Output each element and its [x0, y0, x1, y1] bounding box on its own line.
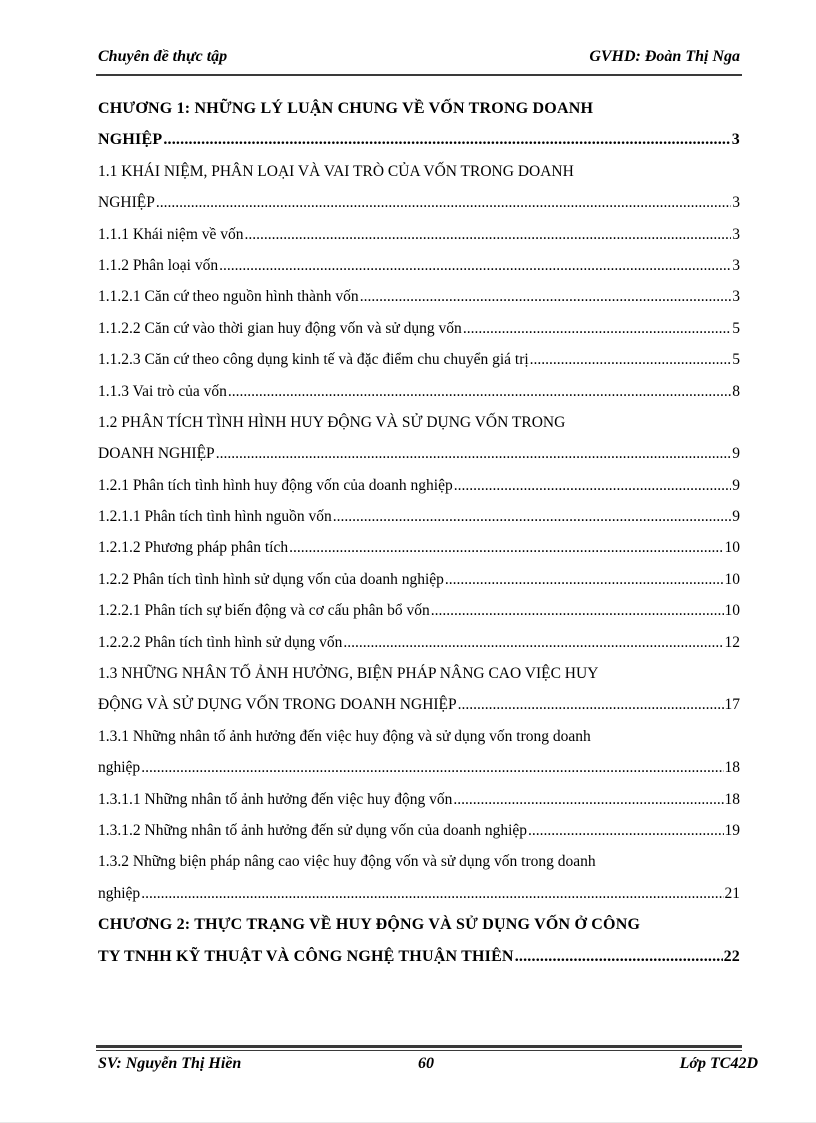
toc-leader-dots — [333, 501, 731, 532]
toc-entry-page: 10 — [724, 539, 740, 557]
toc-entry-title: 1.1.2.3 Căn cứ theo công dụng kinh tế và đặc điểm chu chuyển giá trị — [98, 351, 529, 369]
toc-leader-dots — [454, 470, 732, 501]
toc-leader-dots — [228, 376, 731, 407]
toc-entry — [98, 344, 740, 375]
toc-entry-title: 1.3.2 Những biện pháp nâng cao việc huy động vốn và sử dụng vốn trong doanh — [98, 853, 596, 871]
toc-leader-dots — [515, 941, 723, 972]
toc-entry — [98, 156, 740, 187]
header-rule — [96, 74, 742, 76]
toc-entry — [98, 124, 740, 155]
toc-entry — [98, 627, 740, 658]
toc-entry — [98, 909, 740, 940]
footer-rule-thin — [96, 1050, 742, 1051]
toc-leader-dots — [360, 281, 732, 312]
toc-entry-title: 1.3.1.2 Những nhân tố ảnh hưởng đến sử dụng vốn của doanh nghiệp — [98, 821, 528, 839]
toc-entry-title: 1.2.1.1 Phân tích tình hình nguồn vốn — [98, 508, 332, 526]
table-of-contents — [98, 93, 740, 972]
toc-entry — [98, 470, 740, 501]
toc-entry — [98, 532, 740, 563]
page-header — [98, 48, 740, 74]
toc-entry-title: NGHIỆP — [98, 194, 155, 212]
toc-leader-dots — [453, 784, 723, 815]
footer-student: SV: Nguyễn Thị Hiền — [98, 1055, 242, 1072]
toc-leader-dots — [530, 344, 732, 375]
toc-entry-title: 1.3 NHỮNG NHÂN TỐ ẢNH HƯỞNG, BIỆN PHÁP NÂNG CAO VIỆC HUY — [98, 665, 599, 683]
toc-entry-page: 3 — [732, 256, 740, 274]
toc-entry — [98, 658, 740, 689]
toc-entry — [98, 564, 740, 595]
toc-entry-title: 1.3.1 Những nhân tố ảnh hưởng đến việc huy động và sử dụng vốn trong doanh — [98, 727, 591, 745]
toc-entry-page: 5 — [732, 351, 740, 369]
toc-entry-title: TY TNHH KỸ THUẬT VÀ CÔNG NGHỆ THUẬN THIÊN — [98, 947, 514, 965]
toc-entry-page: 3 — [732, 288, 740, 306]
toc-entry-page: 18 — [724, 790, 740, 808]
toc-entry — [98, 407, 740, 438]
toc-entry-page: 10 — [724, 602, 740, 620]
toc-entry — [98, 941, 740, 972]
toc-entry-title: 1.1.2.2 Căn cứ vào thời gian huy động vốn và sử dụng vốn — [98, 319, 462, 337]
toc-entry-page: 3 — [732, 225, 740, 243]
toc-entry-title: 1.2.2.2 Phân tích tình hình sử dụng vốn — [98, 633, 343, 651]
toc-entry-title: 1.2.2.1 Phân tích sự biến động và cơ cấu phân bổ vốn — [98, 602, 430, 620]
header-left: Chuyên đề thực tập — [98, 48, 228, 65]
toc-leader-dots — [431, 595, 724, 626]
toc-entry-page: 9 — [732, 508, 740, 526]
toc-entry-page: 17 — [724, 696, 740, 714]
toc-entry-page: 9 — [732, 445, 740, 463]
toc-entry-page: 3 — [732, 194, 740, 212]
toc-entry-page: 10 — [724, 570, 740, 588]
toc-entry-page: 21 — [724, 884, 740, 902]
toc-entry — [98, 846, 740, 877]
toc-entry-title: 1.2.1.2 Phương pháp phân tích — [98, 539, 289, 557]
toc-entry-page: 3 — [731, 131, 740, 149]
toc-entry — [98, 281, 740, 312]
toc-leader-dots — [528, 815, 723, 846]
toc-leader-dots — [141, 752, 723, 783]
toc-leader-dots — [216, 438, 732, 469]
toc-leader-dots — [343, 627, 723, 658]
toc-entry — [98, 721, 740, 752]
toc-entry — [98, 93, 740, 124]
toc-entry-title: CHƯƠNG 2: THỰC TRẠNG VỀ HUY ĐỘNG VÀ SỬ DỤNG VỐN Ở CÔNG — [98, 916, 641, 934]
toc-leader-dots — [163, 124, 730, 155]
toc-entry-title: 1.1.2.1 Căn cứ theo nguồn hình thành vốn — [98, 288, 359, 306]
toc-entry — [98, 878, 740, 909]
toc-entry — [98, 752, 740, 783]
toc-entry — [98, 219, 740, 250]
footer-rule-thick — [96, 1045, 742, 1048]
toc-entry — [98, 595, 740, 626]
toc-entry — [98, 438, 740, 469]
toc-entry-title: nghiệp — [98, 759, 141, 777]
toc-entry-title: 1.1.3 Vai trò của vốn — [98, 382, 227, 400]
toc-entry — [98, 815, 740, 846]
toc-entry-title: 1.2.1 Phân tích tình hình huy động vốn của doanh nghiệp — [98, 476, 453, 494]
toc-entry-title: 1.2.2 Phân tích tình hình sử dụng vốn của doanh nghiệp — [98, 570, 444, 588]
toc-entry-page: 22 — [723, 947, 740, 965]
toc-entry-title: CHƯƠNG 1: NHỮNG LÝ LUẬN CHUNG VỀ VỐN TRONG DOANH — [98, 100, 594, 117]
toc-entry — [98, 784, 740, 815]
toc-entry-page: 18 — [724, 759, 740, 777]
toc-entry — [98, 250, 740, 281]
toc-entry — [98, 313, 740, 344]
toc-entry-title: 1.1.2 Phân loại vốn — [98, 256, 219, 274]
toc-leader-dots — [156, 187, 731, 218]
toc-entry — [98, 376, 740, 407]
toc-leader-dots — [245, 219, 732, 250]
toc-entry-title: 1.1 KHÁI NIỆM, PHÂN LOẠI VÀ VAI TRÒ CỦA VỐN TRONG DOANH — [98, 162, 574, 180]
toc-entry-title: DOANH NGHIỆP — [98, 445, 215, 463]
page-footer — [98, 1055, 758, 1081]
toc-entry-page: 5 — [732, 319, 740, 337]
toc-entry-page: 8 — [732, 382, 740, 400]
toc-leader-dots — [141, 878, 723, 909]
footer-page-number: 60 — [418, 1055, 434, 1072]
footer-class: Lớp TC42D — [679, 1055, 758, 1072]
toc-entry-title: 1.3.1.1 Những nhân tố ảnh hưởng đến việc huy động vốn — [98, 790, 453, 808]
toc-entry-page: 9 — [732, 476, 740, 494]
toc-entry-title: ĐỘNG VÀ SỬ DỤNG VỐN TRONG DOANH NGHIỆP — [98, 696, 457, 714]
toc-leader-dots — [445, 564, 724, 595]
toc-entry-title: 1.2 PHÂN TÍCH TÌNH HÌNH HUY ĐỘNG VÀ SỬ DỤNG VỐN TRONG — [98, 413, 566, 431]
toc-leader-dots — [289, 532, 723, 563]
toc-leader-dots — [219, 250, 731, 281]
header-right: GVHD: Đoàn Thị Nga — [589, 48, 740, 65]
toc-leader-dots — [458, 689, 724, 720]
toc-entry-title: NGHIỆP — [98, 131, 163, 149]
toc-entry — [98, 689, 740, 720]
toc-entry — [98, 501, 740, 532]
toc-entry-page: 12 — [724, 633, 740, 651]
toc-entry-page: 19 — [724, 821, 740, 839]
toc-entry-title: nghiệp — [98, 884, 141, 902]
toc-leader-dots — [463, 313, 731, 344]
toc-entry-title: 1.1.1 Khái niệm về vốn — [98, 225, 244, 243]
toc-entry — [98, 187, 740, 218]
